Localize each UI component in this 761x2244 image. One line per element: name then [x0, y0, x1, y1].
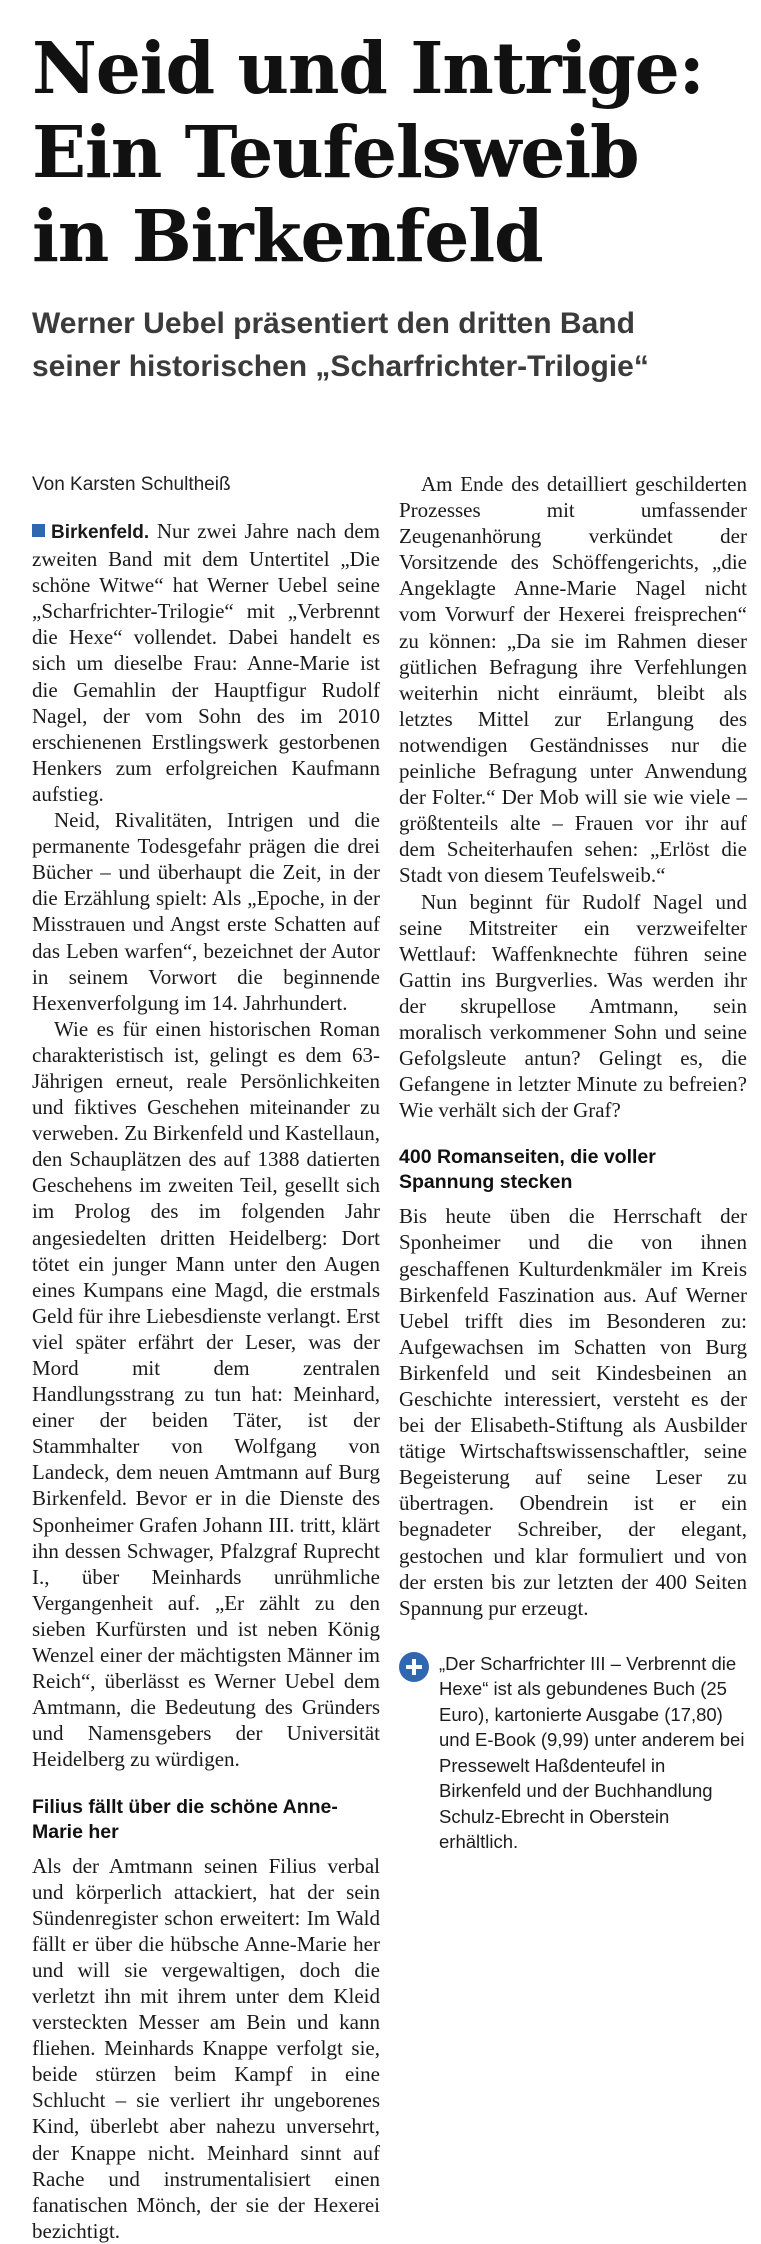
column-right — [399, 471, 747, 1855]
subtitle-line-1: Werner Uebel präsentiert den dritten Band — [32, 307, 635, 340]
paragraph-3: Wie es für einen historischen Roman charakteristisch ist, gelingt es dem 63-Jährigen erneut, reale Persönlichkeiten und fiktives Geschehen miteinander zu verweben. Zu Birkenfeld und Kastellaun, den Schauplätzen des auf 1388 datierten Geschehens im zweiten Teil, gesellt sich im Prolog des im folgenden Jahr angesiedelten dritten Heidelberg: Dort tötet ein junger Mann unter den Augen eines Kumpans eine Magd, die erstmals Geld für ihre Liebesdienste verlangt. Erst viel später erfährt der Leser, was der Mord mit dem zentralen Handlungsstrang zu tun hat: Meinhard, einer der beiden Täter, ist der Stammhalter von Wolfgang von Landeck, dem neuen Amtmann auf Burg Birkenfeld. Bevor er in die Dienste des Sponheimer Grafen Johann III. tritt, klärt ihn dessen Schwager, Pfalzgraf Ruprecht I., über Meinhards unrühmliche Vergangenheit auf. „Er zählt zu den sieben Kurfürsten und ist neben König Wenzel einer der mächtigsten Männer im Reich“, überlässt es Werner Uebel dem Amtmann, die Bedeutung des Gründers und Namensgebers der Universität Heidelberg zu würdigen. — [32, 1016, 380, 1772]
paragraph-5: Am Ende des detailliert geschilderten Prozesses mit umfassender Zeugenanhörung verkündet der Vorsitzende des Schöffengerichts, „die Angeklagte Anne-Marie Nagel nicht vom Vorwurf der Hexerei freisprechen“ zu können: „Da sie im Rahmen dieser gütlichen Befragung ihre Verfehlungen weiterhin nicht einräumt, bleibt als letztes Mittel zur Erlangung des notwendigen Geständnisses nur die peinliche Befragung unter Anwendung der Folter.“ Der Mob will sie wie viele – größtenteils alte – Frauen vor ihr auf dem Scheiterhaufen sehen: „Erlöst die Stadt von diesem Teufelsweib.“ — [399, 472, 747, 888]
byline: Von Karsten Schultheiß — [32, 474, 231, 495]
square-marker-icon — [32, 524, 45, 537]
headline-line-3: in Birkenfeld — [32, 194, 543, 278]
book-info-box — [399, 1651, 747, 1855]
subhead-filius: Filius fällt über die schöne Anne-Marie her — [32, 1795, 338, 1843]
headline-line-2: Ein Teufelsweib — [32, 110, 639, 194]
paragraph-7: Bis heute üben die Herrschaft der Sponheimer und die von ihnen geschaffenen Kulturdenkmäler im Kreis Birkenfeld Faszination aus. Auf Werner Uebel trifft dies im Besonderen zu: Aufgewachsen im Schatten von Burg Birkenfeld und seit Kindesbeinen an Geschichte interessiert, versteht es der bei der Elisabeth-Stiftung als Ausbilder tätige Wirtschaftswissenschaftler, seine Begeisterung auf seine Leser zu übertragen. Obendrein ist er ein begnadeter Schreiber, der elegant, gestochen und klar formuliert und von der ersten bis zur letzten der 400 Seiten Spannung pur erzeugt. — [399, 1204, 747, 1620]
lead-paragraph — [32, 518, 380, 807]
subtitle-line-2: seiner historischen „Scharfrichter-Trilogie“ — [32, 350, 649, 383]
paragraph-2: Neid, Rivalitäten, Intrigen und die permanente Todesgefahr prägen die drei Bücher – und überhaupt die Zeit, in der die Erzählung spielt: Als „Epoche, in der Misstrauen und Angst erste Schatten auf das Leben warfen“, bezeichnet der Autor in seinem Vorwort die beginnende Hexenverfolgung im 14. Jahrhundert. — [32, 808, 380, 1015]
paragraph-6: Nun beginnt für Rudolf Nagel und seine Mitstreiter ein verzweifelter Wettlauf: Waffenknechte führen seine Gattin ins Burgverlies. Was werden ihr der skrupellose Amtmann, sein moralisch verkommener Sohn und seine Gefolgsleute antun? Gelingt es, die Gefangene in letzter Minute zu befreien? Wie verhält sich der Graf? — [399, 889, 747, 1123]
plus-circle-icon — [399, 1652, 429, 1682]
lead-text: Nur zwei Jahre nach dem zweiten Band mit dem Untertitel „Die schöne Witwe“ hat Werner Uebel seine „Scharfrichter-Trilogie“ mit „Verbrennt die Hexe“ vollendet. Dabei handelt es sich um dieselbe Frau: Anne-Marie ist die Gemahlin der Hauptfigur Rudolf Nagel, der vom Sohn des im 2010 erschienenen Erstlingswerk gestorbenen Henkers zum erfolgreichen Kaufmann aufstieg. — [32, 519, 380, 806]
subhead-romanseiten: 400 Romanseiten, die voller Spannung stecken — [399, 1146, 656, 1194]
headline-line-1: Neid und Intrige: — [32, 26, 704, 110]
paragraph-4: Als der Amtmann seinen Filius verbal und körperlich attackiert, hat der sein Sündenregister schon erweitert: Im Wald fällt er über die hübsche Anne-Marie her und will sie vergewaltigen, doch die verletzt ihn mit ihrem unter dem Kleid versteckten Messer am Bein und kann fliehen. Meinhards Knappe verfolgt sie, beide stürzen beim Kampf in eine Schlucht – sie verliert ihr ungeborenes Kind, überlebt aber nahezu unversehrt, der Knappe nicht. Meinhard sinnt auf Rache und instrumentalisiert einen fanatischen Mönch, der sie der Hexerei bezichtigt. — [32, 1853, 380, 2243]
book-info-text: „Der Scharfrichter III – Verbrennt die Hexe“ ist als gebundenes Buch (25 Euro), kartonierte Ausgabe (17,80) und E-Book (9,99) unter anderem bei Pressewelt Haßdenteufel in Birkenfeld und der Buchhandlung Schulz-Ebrecht in Oberstein erhältlich. — [439, 1652, 745, 1853]
article-body — [32, 472, 747, 2243]
dateline: Birkenfeld. — [51, 522, 150, 543]
subtitle — [32, 302, 747, 388]
headline — [32, 26, 747, 278]
column-left — [32, 472, 380, 2244]
